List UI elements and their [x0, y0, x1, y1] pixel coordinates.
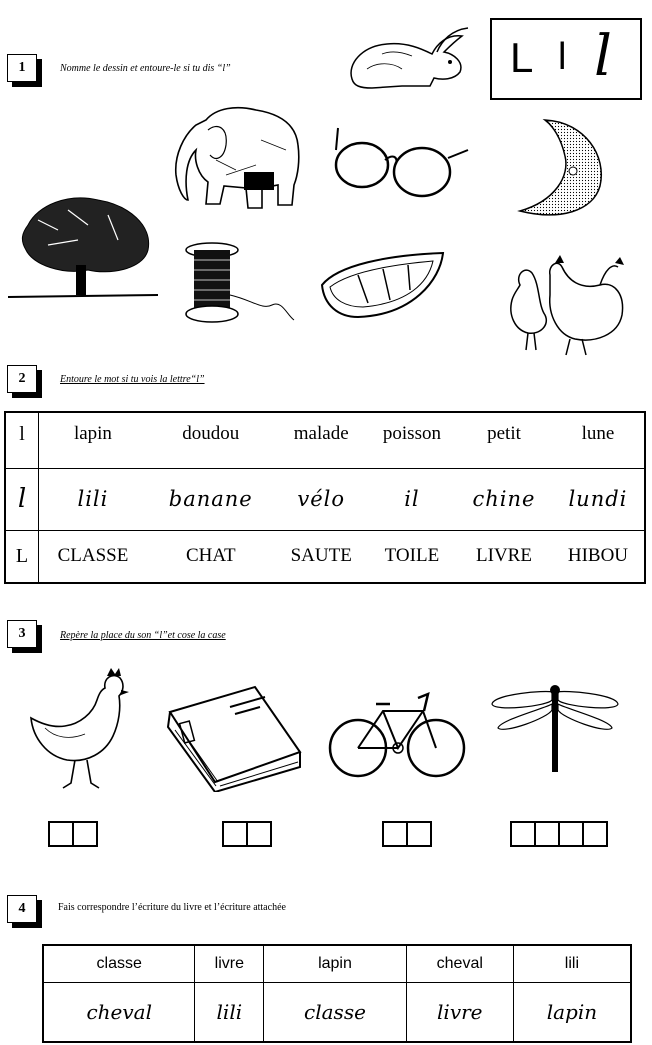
bicycle-picture — [328, 686, 466, 781]
print-word[interactable]: cheval — [406, 945, 513, 983]
section-3-instruction: Repère la place du son “l”et cose la case — [60, 630, 226, 641]
cursive-word[interactable]: livre — [406, 983, 513, 1043]
dragonfly-picture — [490, 684, 620, 776]
cursive-word[interactable]: lapin — [513, 983, 631, 1043]
hens-picture — [500, 255, 635, 360]
word-table — [4, 411, 646, 584]
section-1-number: 1 — [7, 54, 37, 82]
word-cell[interactable]: petit — [487, 423, 521, 444]
word-cell[interactable]: CHAT — [147, 530, 275, 583]
cursive-word[interactable]: classe — [264, 983, 407, 1043]
book-picture — [160, 682, 310, 792]
word-cell[interactable]: doudou — [182, 423, 240, 444]
word-cell[interactable]: chine — [456, 468, 552, 530]
word-cell[interactable]: lundi — [552, 468, 645, 530]
word-cell[interactable]: HIBOU — [552, 530, 645, 583]
word-cell[interactable]: il — [368, 468, 456, 530]
answer-boxes-dragonfly[interactable] — [510, 821, 608, 847]
word-cell[interactable]: TOILE — [368, 530, 456, 583]
word-cell[interactable]: poisson — [382, 423, 441, 444]
rabbit-picture — [342, 24, 472, 94]
matching-table — [42, 944, 632, 1043]
section-2-number: 2 — [7, 365, 37, 393]
section-4-number: 4 — [7, 895, 37, 923]
glasses-picture — [330, 120, 470, 210]
word-cell[interactable]: lune — [581, 423, 615, 444]
letter-upper: L — [510, 34, 534, 81]
rooster-picture — [25, 668, 135, 793]
word-cell[interactable]: lapin — [73, 423, 112, 444]
answer-boxes-rooster[interactable] — [48, 821, 98, 847]
word-cell[interactable]: SAUTE — [275, 530, 368, 583]
print-word[interactable]: livre — [195, 945, 264, 983]
word-cell[interactable]: malade — [293, 423, 349, 444]
section-2-instruction: Entoure le mot si tu vois la lettre“l” — [60, 374, 205, 385]
thread-spool-picture — [182, 240, 297, 330]
word-cell[interactable]: CLASSE — [39, 530, 147, 583]
section-1-instruction: Nomme le dessin et entoure-le si tu dis “l” — [60, 63, 231, 74]
boat-picture — [318, 245, 448, 325]
moon-picture — [515, 116, 610, 221]
tree-picture — [8, 185, 158, 305]
cursive-word[interactable]: lili — [195, 983, 264, 1043]
word-cell[interactable]: vélo — [275, 468, 368, 530]
word-cell[interactable]: lili — [39, 468, 147, 530]
row-2-head: l — [5, 468, 39, 530]
row-1-head: l — [5, 412, 39, 468]
word-cell[interactable]: banane — [147, 468, 275, 530]
elephant-picture — [166, 100, 306, 215]
print-word[interactable]: lili — [513, 945, 631, 983]
letter-lower: l — [558, 36, 567, 78]
word-cell[interactable]: LIVRE — [456, 530, 552, 583]
print-word[interactable]: lapin — [264, 945, 407, 983]
print-word[interactable]: classe — [43, 945, 195, 983]
letter-box — [490, 18, 642, 100]
section-3-number: 3 — [7, 620, 37, 648]
section-4-instruction: Fais correspondre l’écriture du livre et l’écriture attachée — [58, 902, 286, 913]
row-3-head: L — [5, 530, 39, 583]
answer-boxes-book[interactable] — [222, 821, 272, 847]
cursive-word[interactable]: cheval — [43, 983, 195, 1043]
letter-cursive: l — [594, 24, 612, 89]
answer-boxes-bicycle[interactable] — [382, 821, 432, 847]
